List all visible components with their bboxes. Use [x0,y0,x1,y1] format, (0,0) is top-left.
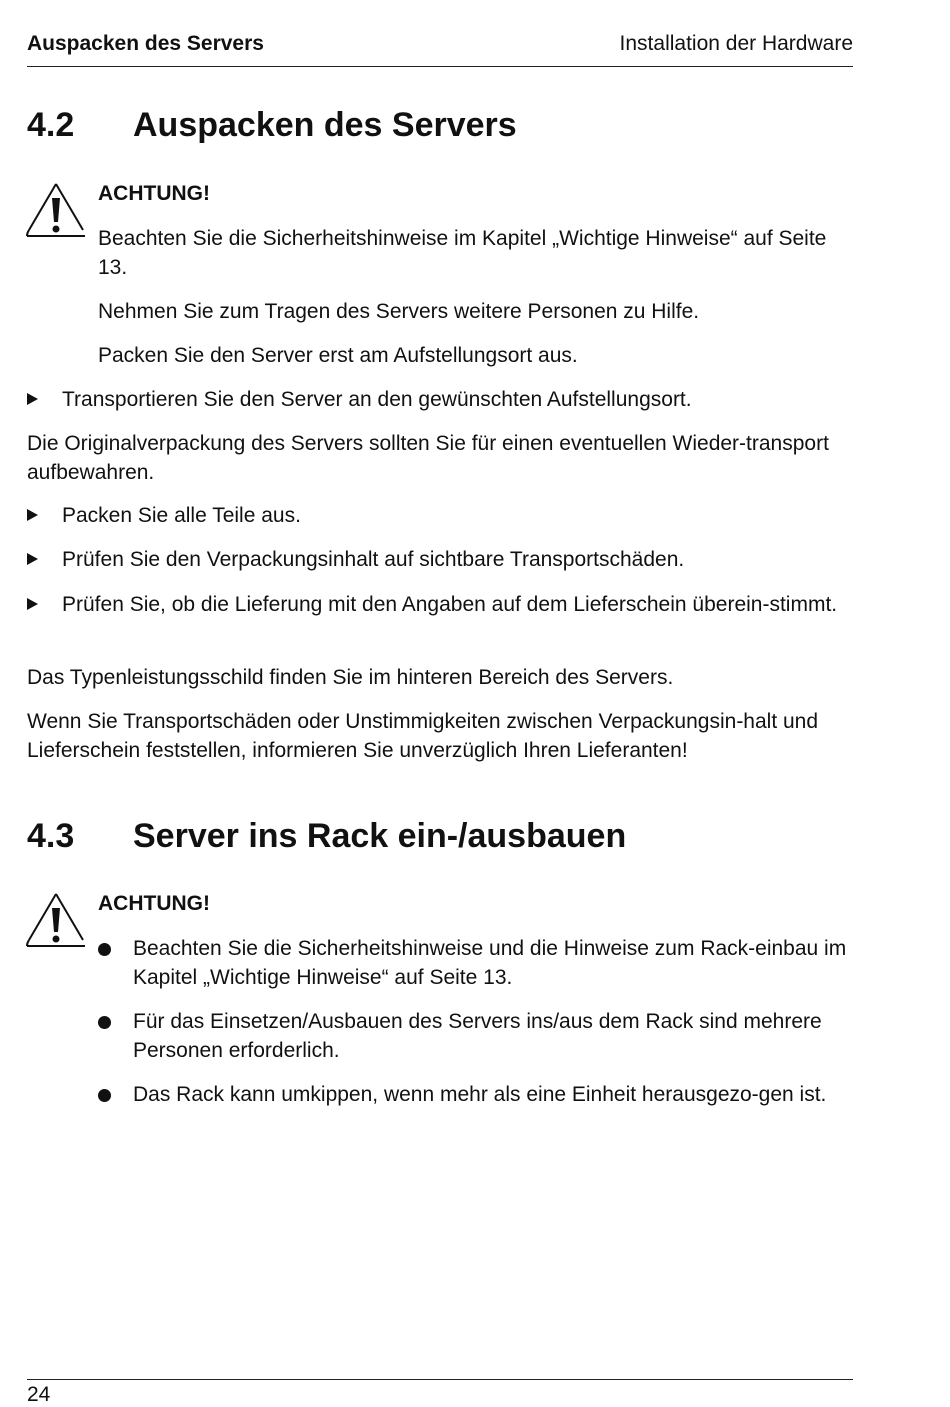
step-arrow-icon [27,509,38,521]
running-header [27,32,853,67]
instruction-step: Prüfen Sie, ob die Lieferung mit den Angaben auf dem Lieferschein überein-stimmt. [62,593,838,616]
caution-bullet: Für das Einsetzen/Ausbauen des Servers ins/aus dem Rack sind mehrere Personen erforderlich. [133,1010,822,1062]
section-number: 4.3 [27,817,75,855]
instruction-step: Packen Sie alle Teile aus. [62,504,301,527]
caution-paragraph: Packen Sie den Server erst am Aufstellungsort aus. [98,344,578,367]
caution-label: ACHTUNG! [98,892,210,915]
running-header-section: Installation der Hardware [619,32,853,55]
step-arrow-icon [27,393,38,405]
section-heading-4-3 [27,817,626,856]
step-arrow-icon [27,598,38,610]
bullet-icon [98,1016,111,1029]
caution-bullet: Das Rack kann umkippen, wenn mehr als eine Einheit herausgezo-gen ist. [133,1083,827,1106]
footer-rule [27,1379,853,1380]
warning-triangle-icon [25,180,89,240]
caution-paragraph: Beachten Sie die Sicherheitshinweise im Kapitel „Wichtige Hinweise“ auf Seite 13. [98,227,827,279]
caution-bullet: Beachten Sie die Sicherheitshinweise und die Hinweise zum Rack-einbau im Kapitel „Wichtige Hinweise“ auf Seite 13. [133,937,847,989]
body-paragraph: Das Typenleistungsschild finden Sie im hinteren Bereich des Servers. [27,666,674,689]
warning-triangle-icon [25,890,89,950]
caution-label: ACHTUNG! [98,182,210,205]
bullet-icon [98,1089,111,1102]
body-paragraph: Wenn Sie Transportschäden oder Unstimmigkeiten zwischen Verpackungsin-halt und Lieferschein feststellen, informieren Sie unverzüglich Ihren Lieferanten! [27,710,819,762]
section-heading-4-2 [27,106,517,145]
body-paragraph: Die Originalverpackung des Servers sollten Sie für einen eventuellen Wieder-transport aufbewahren. [27,432,829,484]
page-number: 24 [27,1383,51,1406]
bullet-icon [98,943,111,956]
instruction-step: Transportieren Sie den Server an den gewünschten Aufstellungsort. [62,388,692,411]
instruction-step: Prüfen Sie den Verpackungsinhalt auf sichtbare Transportschäden. [62,548,685,571]
section-title: Server ins Rack ein-/ausbauen [133,817,627,855]
caution-paragraph: Nehmen Sie zum Tragen des Servers weitere Personen zu Hilfe. [98,300,700,323]
section-title: Auspacken des Servers [133,106,517,144]
running-header-chapter: Auspacken des Servers [27,32,264,55]
section-number: 4.2 [27,106,75,144]
step-arrow-icon [27,553,38,565]
